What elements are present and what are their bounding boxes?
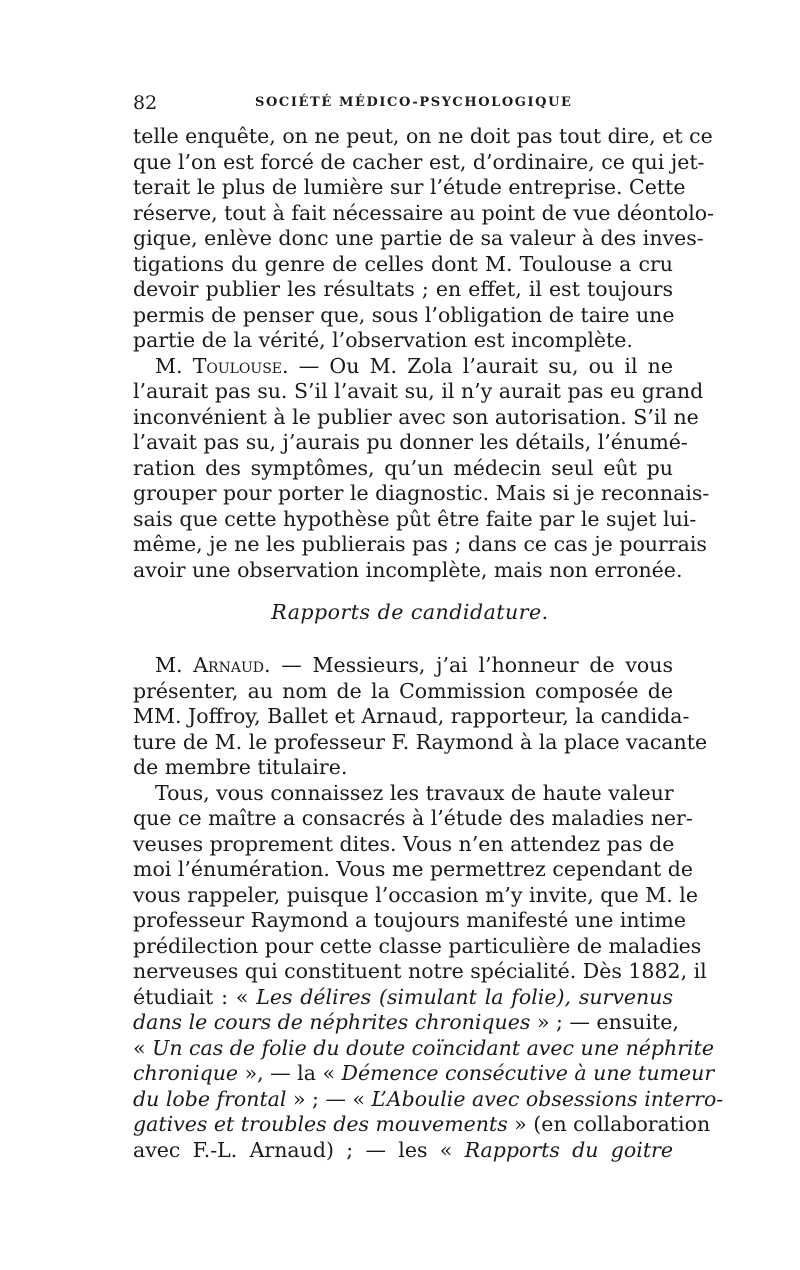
- text-run: » ; — «: [286, 1086, 372, 1111]
- text-block-top: [133, 124, 715, 583]
- italic-title: Les délires (simulant la folie), survenus: [256, 984, 673, 1009]
- text-line: présenter, au nom de la Commission composée de: [133, 678, 673, 703]
- text-line: prédilection pour cette classe particulière de maladies: [133, 933, 702, 958]
- text-line: permis de penser que, sous l’obligation de taire une: [133, 302, 675, 327]
- speaker-prefix: M.: [155, 653, 194, 677]
- text-line: ration des symptômes, qu’un médecin seul eût pu: [133, 455, 673, 480]
- text-line: tigations du genre de celles dont M. Toulouse a cru: [133, 251, 673, 276]
- text-line: professeur Raymond a toujours manifesté une intime: [133, 908, 686, 932]
- italic-title: chronique: [133, 1061, 239, 1085]
- text-line: MM. Joffroy, Ballet et Arnaud, rapporteur, la candida-: [133, 704, 690, 728]
- text-line: que l’on est forcé de cacher est, d’ordinaire, ce qui jet-: [133, 149, 705, 174]
- text-line: que ce maître a consacrés à l’étude des maladies ner-: [133, 806, 693, 830]
- text-line: [133, 1061, 715, 1087]
- page-header: [133, 92, 673, 114]
- italic-title: dans le cours de néphrites chroniques: [133, 1010, 531, 1034]
- italic-title: Démence consécutive à une tumeur: [341, 1061, 715, 1085]
- text-run: avec F.-L. Arnaud) ; — les «: [133, 1137, 465, 1162]
- text-line: grouper pour porter le diagnostic. Mais si je reconnais-: [133, 481, 710, 505]
- text-run: «: [133, 1035, 153, 1060]
- text-line: de membre titulaire.: [133, 755, 348, 779]
- text-line: veuses proprement dites. Vous n’en attendez pas de: [133, 831, 675, 856]
- text-line: [133, 985, 673, 1011]
- text-block-bottom: [133, 653, 724, 1163]
- text-line: inconvénient à le publier avec son autorisation. S’il ne: [133, 404, 699, 429]
- text-line: Tous, vous connaissez les travaux de haute valeur: [155, 780, 674, 805]
- speaker-prefix: M.: [155, 353, 193, 378]
- text-line: avoir une observation incomplète, mais non erronée.: [133, 557, 683, 582]
- paragraph-2: [133, 353, 710, 584]
- section-title: Rapports de candidature.: [271, 600, 549, 624]
- italic-title: Rapports du goitre: [464, 1137, 673, 1162]
- text-line: même, je ne les publierais pas ; dans ce cas je pourrais: [133, 532, 707, 556]
- text-line: réserve, tout à fait nécessaire au point de vue déontolo-: [133, 200, 715, 225]
- text-line: l’avait pas su, j’aurais pu donner les détails, l’énumé-: [133, 430, 688, 454]
- text-line: [133, 653, 673, 679]
- italic-title: Un cas de folie du doute coïncidant avec une néphrite: [152, 1035, 714, 1060]
- page-number: 82: [133, 92, 158, 114]
- text-line: telle enquête, on ne peut, on ne doit pas tout dire, et ce: [133, 124, 713, 148]
- text-line: terait le plus de lumière sur l’étude entreprise. Cette: [133, 175, 686, 199]
- italic-title: L’Aboulie avec obsessions interro-: [371, 1086, 724, 1111]
- text-line: devoir publier les résultats ; en effet, il est toujours: [133, 277, 673, 301]
- text-line: partie de la vérité, l’observation est incomplète.: [133, 328, 633, 352]
- line-rest: . — Ou M. Zola l’aurait su, ou il ne: [282, 353, 673, 378]
- text-line: [133, 1138, 673, 1164]
- text-line: gique, enlève donc une partie de sa valeur à des inves-: [133, 226, 704, 250]
- text-line: [133, 1010, 679, 1036]
- text-line: sais que cette hypothèse pût être faite par le sujet lui-: [133, 506, 697, 531]
- text-run: étudiait : «: [133, 984, 257, 1009]
- italic-title: gatives et troubles des mouvements: [133, 1112, 508, 1136]
- speaker-name: Toulouse: [192, 353, 283, 378]
- text-line: [133, 1112, 711, 1138]
- line-rest: . — Messieurs, j’ai l’honneur de vous: [263, 653, 673, 677]
- text-line: [133, 354, 673, 380]
- paragraph-3: [133, 653, 708, 781]
- running-title: SOCIÉTÉ MÉDICO-PSYCHOLOGIQUE: [255, 95, 573, 110]
- italic-title: du lobe frontal: [133, 1086, 287, 1111]
- text-line: nerveuses qui constituent notre spécialité. Dès 1882, il: [133, 959, 707, 983]
- text-run: » (en collaboration: [507, 1112, 711, 1136]
- paragraph-1: [133, 124, 715, 354]
- text-line: l’aurait pas su. S’il l’avait su, il n’y aurait pas eu grand: [133, 379, 704, 403]
- text-run: » ; — ensuite,: [530, 1010, 679, 1034]
- text-line: moi l’énumération. Vous me permettrez cependant de: [133, 857, 693, 881]
- text-run: », — la «: [238, 1061, 342, 1085]
- text-line: [133, 1035, 714, 1062]
- speaker-name: Arnaud: [193, 653, 264, 677]
- text-line: vous rappeler, puisque l’occasion m’y invite, que M. le: [133, 882, 698, 907]
- text-line: [133, 1086, 724, 1113]
- text-line: ture de M. le professeur F. Raymond à la place vacante: [133, 729, 708, 754]
- paragraph-4: [133, 780, 724, 1164]
